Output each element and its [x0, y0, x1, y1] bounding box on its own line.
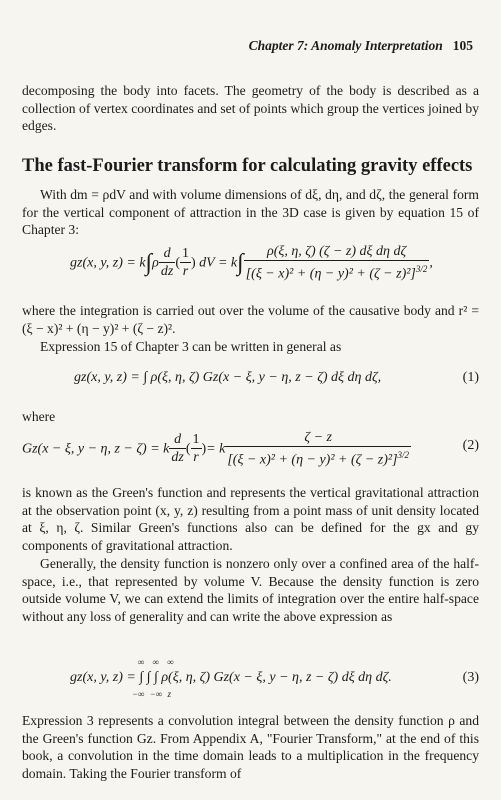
eq2-exponent: 3/2 — [397, 450, 410, 460]
equation-3-number: (3) — [462, 670, 479, 685]
paragraph-intro: With dm = ρdV and with volume dimensions of dξ, dη, and dζ, the general form for the vertical component of attraction in the 3D case is given by equation 15 of Chapter 3: — [22, 187, 479, 237]
where-label: where — [22, 409, 56, 424]
equation-1-number: (1) — [462, 370, 479, 385]
eq2-reciprocal: $\frac{1}{r}$ — [192, 432, 200, 466]
eq2-fraction — [225, 430, 411, 469]
integral-sign: ∫ — [145, 249, 153, 276]
paragraph-expression: Expression 15 of Chapter 3 can be written in general as — [40, 339, 342, 354]
equation-2: Gz(x − ξ, y − η, z − ζ) = k $\frac{d}{dz}$ ( $\frac{1}{r}$ )= k $\frac{\zeta - z}{[(\xi - x)^2 + (\eta - y)^2 + (\zeta - z)^2]^{3/2}}$ — [22, 430, 410, 468]
section-heading: The fast-Fourier transform for calculating gravity effects — [22, 156, 473, 176]
eq15-numerator: ρ(ξ, η, ζ) (ζ − z) dξ dη dζ — [244, 244, 430, 261]
paragraph-convolution: Expression 3 represents a convolution integral between the density function ρ and the Green's function Gz. From Appendix A, "Fourier Transform," at the end of this book, a convolution in the time domain leads to a multiplication in the frequency domain. Taking the Fourier transform of — [22, 713, 479, 781]
eq2-lhs: Gz(x − ξ, y − η, z − ζ) = k — [22, 441, 170, 457]
paragraph-greens-function: is known as the Green's function and represents the vertical gravitational attraction at the observation point (x, y, z) resulting from a point mass of unit density located at ξ, η, ζ. Similar Green's functions also can be defined for the gx and gy components of gravitational attraction. — [22, 485, 479, 553]
eq15-reciprocal: $\frac{1}{r}$ — [181, 246, 189, 280]
eq2-mid: = k — [206, 441, 226, 457]
equation-2-number: (2) — [462, 438, 479, 453]
paragraph-integration: where the integration is carried out over the volume of the causative body and r² = (ξ − x)² + (η − y)² + (ζ − z)². — [22, 303, 479, 336]
eq15-exponent: 3/2 — [415, 264, 428, 274]
eq15-fraction — [244, 244, 430, 283]
eq1-body: gz(x, y, z) = ∫ ρ(ξ, η, ζ) Gz(x − ξ, y − η, z − ζ) dξ dη dζ, — [74, 370, 382, 385]
eq15-lhs: gz(x, y, z) = k — [70, 255, 146, 271]
equation-15: gz(x, y, z) = k∫ρ $\frac{d}{dz}$ ( $\frac{1}{r}$ ) dV = k∫ $\frac{\text{ρ(ξ, η, ζ) (ζ − z) dξ dη dζ}}{[(\xi - x)^2 + (\eta - y)^2 + (\zeta - z)^2]^{3/2}}$ , — [70, 244, 433, 282]
eq15-denominator: [(ξ − x)² + (η − y)² + (ζ − z)²] — [245, 266, 416, 282]
eq2-denominator: [(ξ − x)² + (η − y)² + (ζ − z)²] — [227, 452, 398, 468]
eq3-lower-limits: −∞ −∞ z — [132, 689, 171, 699]
paragraph-density: Generally, the density function is nonzero only over a confined area of the half-space, i.e., that represented by volume V. Because the density function is zero outside volume V, we can extend the limits of integration over the entire half-space without any loss of generality and can write the above expression as — [22, 556, 479, 624]
chapter-title: Chapter 7: Anomaly Interpretation — [248, 38, 443, 53]
eq3-body: gz(x, y, z) = ∫ ∫ ∫ ρ(ξ, η, ζ) Gz(x − ξ, y − η, z − ζ) dξ dη dζ. — [70, 670, 392, 685]
integral-sign: ∫ — [237, 249, 244, 276]
eq2-numerator: ζ − z — [225, 430, 411, 447]
eq3-upper-limits: ∞ ∞ ∞ — [138, 657, 174, 667]
eq15-mid: dV = k — [199, 255, 238, 271]
eq2-derivative: $\frac{d}{dz}$ — [171, 432, 184, 466]
page-number: 105 — [452, 38, 473, 53]
paragraph-facets: decomposing the body into facets. The geometry of the body is described as a collection of vertex coordinates and set of points which group the vertices joined by edges. — [22, 83, 479, 133]
running-header — [249, 38, 473, 54]
eq15-derivative: $\frac{d}{dz}$ — [160, 246, 174, 280]
equation-3 — [70, 670, 392, 686]
equation-1 — [74, 370, 381, 386]
